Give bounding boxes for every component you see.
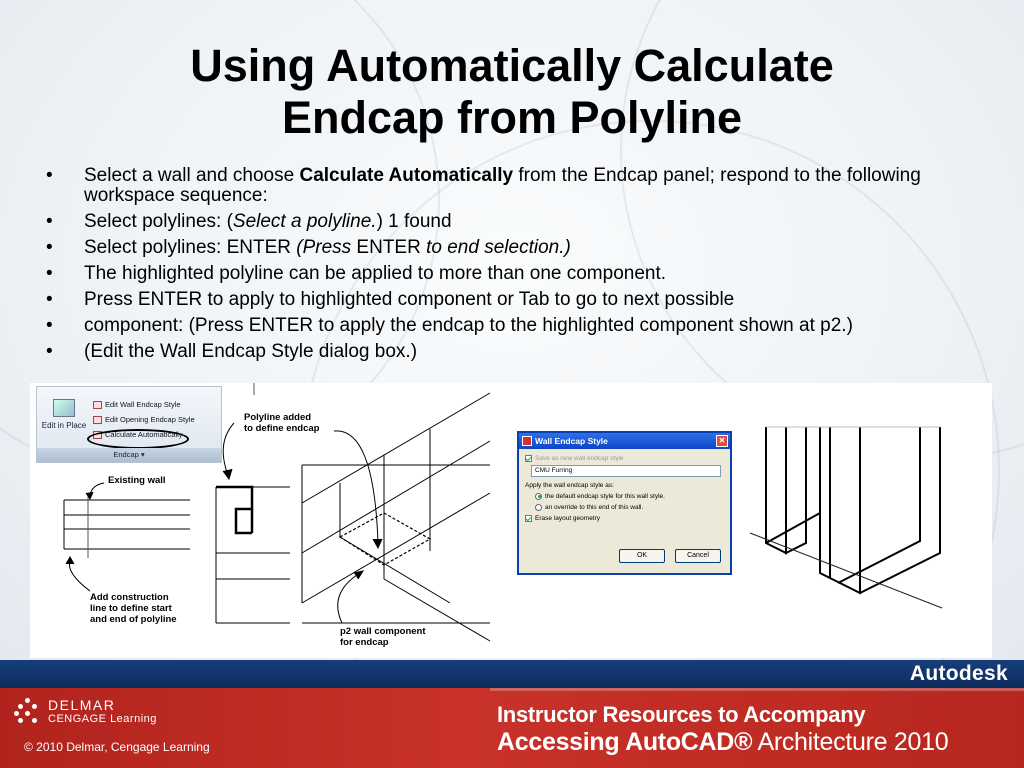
footer-blue-band: [0, 660, 1024, 688]
title-line-1: Using Automatically Calculate: [190, 40, 834, 91]
title-line-2: Endcap from Polyline: [281, 92, 743, 143]
calculate-automatically-button[interactable]: Calculate Automatically: [93, 427, 195, 442]
delmar-cengage-logo: DELMAR CENGAGE Learning: [14, 697, 184, 729]
wall-endcap-style-dialog: [517, 431, 732, 575]
ok-button[interactable]: OK: [619, 549, 665, 563]
construction-line-label: Add construction line to define start and end of polyline: [90, 592, 177, 625]
close-icon[interactable]: ✕: [716, 435, 728, 447]
polyline-drawing: [216, 487, 290, 623]
existing-wall-label: Existing wall: [108, 475, 166, 486]
edit-wall-endcap-style-button[interactable]: Edit Wall Endcap Style: [93, 397, 195, 412]
bullet-item: • Press ENTER to apply to highlighted component or Tab to go to next possible: [44, 290, 1014, 310]
bullet-item: • The highlighted polyline can be applied to more than one component.: [44, 264, 1014, 284]
default-style-radio[interactable]: the default endcap style for this wall style.: [525, 491, 724, 502]
cengage-mark-icon: [14, 698, 42, 726]
bullet-item: • Select polylines: ENTER (Press ENTER to end selection.): [44, 238, 1014, 258]
result-wall-drawing: [766, 427, 940, 593]
override-radio[interactable]: an override to this end of this wall.: [525, 502, 724, 513]
bullet-item: • (Edit the Wall Endcap Style dialog box.): [44, 342, 1014, 362]
autodesk-logo: Autodesk: [909, 662, 1008, 685]
bullet-item: • component: (Press ENTER to apply the endcap to the highlighted component shown at p2.): [44, 316, 1014, 336]
bullet-item: • Select polylines: (Select a polyline.) 1 found: [44, 212, 1014, 232]
p2-component-label: p2 wall component for endcap: [340, 626, 426, 648]
series-line-1: Instructor Resources to Accompany: [497, 702, 866, 727]
erase-layout-checkbox[interactable]: Erase layout geometry: [525, 513, 724, 524]
apply-label: Apply the wall endcap style as:: [525, 482, 614, 489]
edit-opening-endcap-style-button[interactable]: Edit Opening Endcap Style: [93, 412, 195, 427]
series-line-2: Accessing AutoCAD® Architecture 2010: [497, 728, 949, 756]
existing-wall-drawing: [64, 500, 190, 549]
slide-title: [60, 40, 964, 144]
bullet-list: [44, 166, 1014, 368]
endcap-name-field[interactable]: CMU Furring: [531, 465, 721, 477]
save-as-new-checkbox[interactable]: Save as new wall endcap style: [525, 453, 724, 464]
dialog-title-bar: Wall Endcap Style ✕: [519, 433, 730, 449]
polyline-added-label: Polyline added to define endcap: [244, 412, 320, 434]
footer-red-band: [0, 688, 1024, 768]
illustration-panel: [30, 383, 992, 658]
panel-label: Endcap ▾: [37, 448, 221, 462]
cancel-button[interactable]: Cancel: [675, 549, 721, 563]
app-icon: [522, 436, 532, 446]
isometric-wall-drawing: [302, 393, 490, 641]
copyright: © 2010 Delmar, Cengage Learning: [24, 740, 210, 754]
edit-in-place-button[interactable]: Edit in Place: [41, 399, 87, 430]
bullet-item: • Select a wall and choose Calculate Automatically from the Endcap panel; respond to the following workspace sequence:: [44, 166, 1014, 206]
